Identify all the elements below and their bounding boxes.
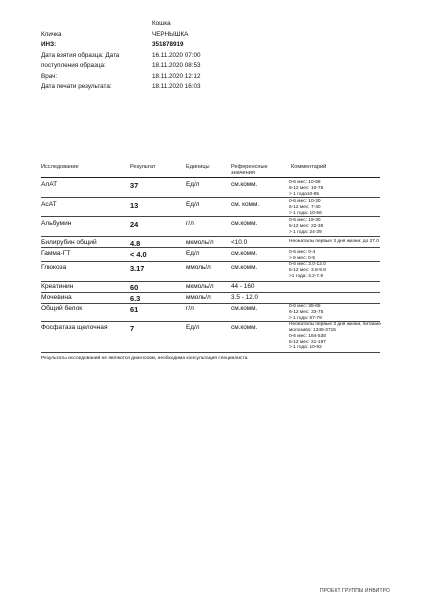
comment-line: 6-12 мес: 21-197 (289, 339, 326, 345)
header-reference (231, 164, 268, 177)
row-comment (289, 239, 379, 245)
comment-line: > 6 мес: 0-5 (289, 255, 316, 261)
name-label: Кличка (41, 31, 62, 38)
comment-line: 6-12 мес: 3.8-9.8 (289, 267, 326, 273)
row-result: < 4.0 (130, 250, 147, 259)
comment-line: 0-6 мес: 3.0-12.0 (289, 262, 326, 267)
comment-line: > 1 года: 10-56 (289, 210, 322, 216)
row-divider (41, 281, 380, 282)
comment-line: 6-12 мес: 33-75 (289, 309, 324, 315)
row-reference: 3.5 - 12.0 (231, 294, 259, 301)
row-name: Фосфатаза щелочная (41, 324, 108, 331)
comment-line: > 1 года10-85 (289, 191, 320, 197)
comment-line: 0-6 мес: 19-30 (289, 218, 321, 223)
header-study: Исследование (41, 164, 79, 170)
row-divider (41, 197, 380, 198)
receipt-date-label: поступления образца: (41, 62, 106, 69)
row-name: АлАТ (41, 181, 58, 188)
sample-date-value: 16.11.2020 07:00 (152, 52, 201, 59)
disclaimer-note: Результаты исследований не являются диагнозом, необходима консультация специалиста. (41, 356, 249, 361)
receipt-date-value: 18.11.2020 08:53 (152, 62, 201, 69)
print-date-label: Дата печати результата: (41, 83, 112, 90)
name-value: ЧЕРНЫШКА (152, 31, 189, 38)
sample-date-label: Дата взятия образца: Дата (41, 52, 120, 59)
comment-line: 0-6 мес: 10-58 (289, 180, 321, 185)
row-reference: см.комм. (231, 250, 258, 257)
comment-line: > 1 года: 10-92 (289, 345, 322, 351)
row-unit: мкмоль/л (186, 239, 214, 246)
footer-brand: ПРОЕКТ ГРУППЫ ИНВИТРО (320, 588, 390, 594)
inz-label: ИНЗ: (41, 41, 57, 48)
row-unit: г/л (186, 220, 194, 227)
row-result: 13 (130, 201, 139, 210)
comment-line: 6-12 мес: 22-35 (289, 223, 324, 229)
print-date-value: 18.11.2020 16:03 (152, 83, 201, 90)
row-result: 3.17 (130, 264, 145, 273)
row-reference: см.комм. (231, 324, 258, 331)
comment-line: Неонаталы первые 3 дня жизни, питание (289, 322, 381, 327)
row-name: Билирубин общий (41, 239, 97, 246)
comment-line: 6-12 мес: 10-75 (289, 185, 324, 191)
header-result: Результат (130, 164, 156, 170)
row-result: 4.8 (130, 239, 141, 248)
header-reference-line2: значения (231, 170, 255, 177)
row-result: 7 (130, 324, 135, 333)
row-comment (289, 322, 381, 351)
row-name: Креатинин (41, 283, 74, 290)
row-result: 24 (130, 220, 139, 229)
row-reference: см. комм. (231, 201, 260, 208)
row-comment (289, 180, 323, 198)
header-divider (41, 177, 380, 178)
header-units: Единицы (186, 164, 210, 170)
row-unit: ммоль/л (186, 294, 211, 301)
row-result: 6.3 (130, 294, 141, 303)
row-comment (289, 304, 323, 322)
row-reference: 44 - 160 (231, 283, 255, 290)
row-unit: Ед/л (186, 324, 200, 331)
row-comment (289, 218, 323, 236)
comment-line: >1 года: 3.2-7.9 (289, 273, 324, 279)
inz-value: 351878919 (152, 41, 184, 48)
comment-line: 0-6 мес: 10-30 (289, 199, 321, 204)
row-divider (41, 303, 380, 304)
row-unit: мкмоль/л (186, 283, 214, 290)
row-name: Гамма-ГТ (41, 250, 71, 257)
row-reference: см.комм. (231, 181, 258, 188)
doctor-label: Врач: (41, 73, 58, 80)
row-divider (41, 216, 380, 217)
row-comment (289, 199, 322, 217)
species-value: Кошка (152, 20, 171, 27)
row-name: АсАТ (41, 201, 57, 208)
row-unit: ммоль/л (186, 264, 211, 271)
row-divider (41, 352, 380, 353)
row-result: 60 (130, 283, 139, 292)
comment-line: > 1 года: 57-79 (289, 315, 322, 321)
row-name: Глюкоза (41, 264, 67, 271)
comment-line: > 1 года: 24-39 (289, 229, 322, 235)
comment-line: молозиво: 1348-3715 (289, 327, 336, 333)
header-comment: Комментарий (291, 164, 327, 170)
row-reference: <10.0 (231, 239, 248, 246)
row-result: 37 (130, 181, 139, 190)
comment-line: 6-12 мес: 7-40 (289, 204, 321, 210)
row-divider (41, 292, 380, 293)
row-name: Общий белок (41, 305, 83, 312)
comment-line: Неонаталы первые 3 дня жизни: до 27.0 (289, 239, 379, 244)
row-comment (289, 250, 315, 262)
row-unit: Ед/л (186, 181, 200, 188)
comment-line: 0-6 мес: 38-65 (289, 304, 321, 309)
row-unit: Ед/л (186, 201, 200, 208)
row-divider (41, 236, 380, 237)
row-reference: см.комм. (231, 305, 258, 312)
row-name: Мочевина (41, 294, 72, 301)
row-reference: см.комм. (231, 264, 258, 271)
row-result: 61 (130, 305, 139, 314)
row-unit: Ед/л (186, 250, 200, 257)
row-divider (41, 261, 380, 262)
row-comment (289, 262, 326, 280)
doctor-value: 18.11.2020 12:12 (152, 73, 201, 80)
header-reference-line1: Референсные (231, 164, 268, 170)
row-divider (41, 247, 380, 248)
row-unit: г/л (186, 305, 194, 312)
comment-line: 0-6 мес: 184-538 (289, 333, 326, 339)
comment-line: 0-6 мес: 0-4 (289, 250, 316, 255)
row-reference: см.комм. (231, 220, 258, 227)
row-name: Альбумин (41, 220, 72, 227)
